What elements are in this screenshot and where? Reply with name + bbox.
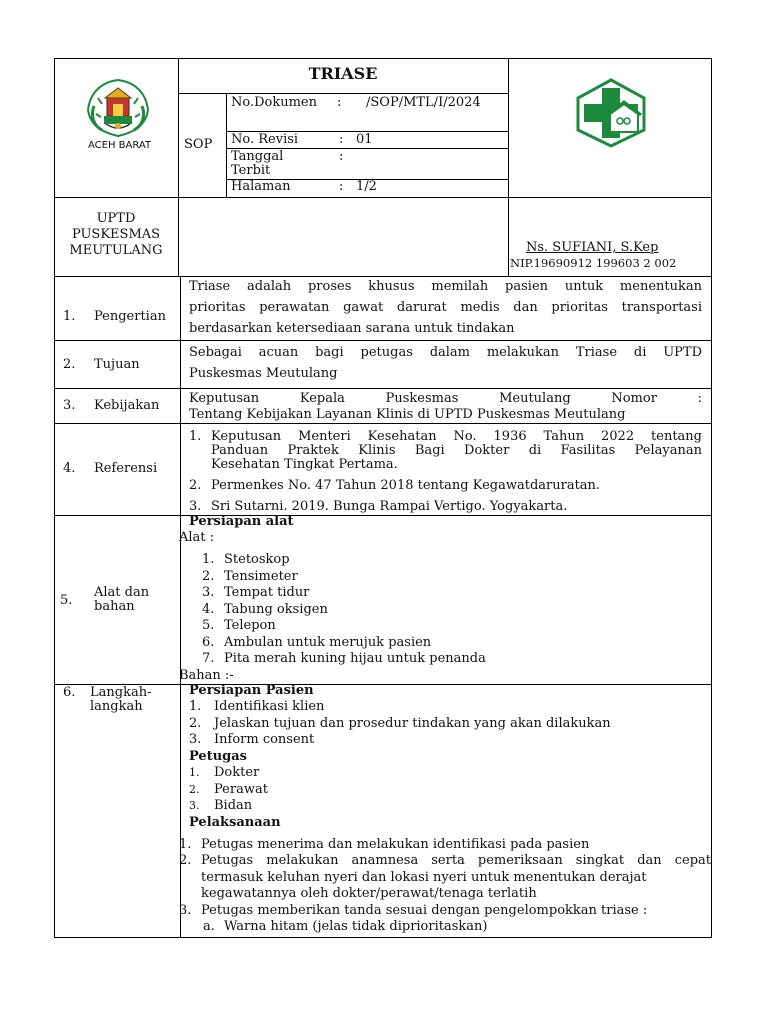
- list-item: Pita merah kuning hijau untuk penanda: [224, 651, 486, 666]
- section-number: 2.: [63, 357, 76, 372]
- field-separator: :: [339, 179, 344, 194]
- section-text-line: Puskesmas Meutulang: [189, 366, 338, 381]
- list-item: Tempat tidur: [224, 585, 310, 600]
- document-title: TRIASE: [308, 64, 378, 83]
- list-item: Stetoskop: [224, 552, 290, 567]
- list-item: Jelaskan tujuan dan prosedur tindakan yang akan dilakukan: [214, 715, 611, 731]
- sub-item-marker: a.: [203, 919, 215, 934]
- section-number: 3.: [63, 398, 76, 413]
- section-text-line: Keputusan Kepala Puskesmas Meutulang Nomor :: [189, 391, 702, 406]
- field-value: 1/2: [356, 179, 377, 194]
- section-label: langkah: [90, 699, 143, 714]
- border-line: [54, 58, 55, 938]
- reference-number: 3.: [189, 499, 202, 514]
- list-item: Inform consent: [214, 732, 315, 747]
- section-number: 4.: [63, 461, 76, 476]
- sop-label: SOP: [184, 137, 213, 152]
- list-item-number: 6.: [202, 634, 215, 650]
- subsection-heading: Petugas: [189, 749, 247, 764]
- org-name-line: MEUTULANG: [69, 243, 163, 258]
- list-item: Identifikasi klien: [214, 699, 325, 714]
- list-item-line: Petugas menerima dan melakukan identifikasi pada pasien: [201, 837, 590, 852]
- subsection-heading: Pelaksanaan: [189, 815, 281, 830]
- subsection-heading: Persiapan Pasien: [189, 683, 314, 698]
- bahan-label: Bahan :-: [179, 668, 234, 683]
- org-name-line: UPTD: [96, 211, 136, 226]
- border-line: [178, 58, 179, 276]
- list-item-number: 3.: [202, 585, 215, 600]
- list-item-number: 5.: [202, 618, 215, 633]
- section-number: 6.: [63, 685, 76, 700]
- field-value: 01: [356, 132, 373, 147]
- field-separator: :: [337, 95, 342, 110]
- list-item-number: 1.: [179, 837, 192, 852]
- border-line: [178, 93, 508, 94]
- list-item-number: 3.: [179, 903, 192, 918]
- list-item-number: 3.: [189, 732, 202, 747]
- list-item: Bidan: [214, 798, 253, 813]
- reference-text-line: Kesehatan Tingkat Pertama.: [211, 457, 398, 472]
- field-label: No. Revisi: [231, 132, 299, 147]
- reference-number: 2.: [189, 478, 202, 493]
- border-line: [54, 684, 712, 685]
- section-text-line: berdasarkan ketersediaan sarana untuk tindakan: [189, 321, 515, 336]
- section-text-line: Triase adalah proses khusus memilah pasien untuk menentukan: [189, 279, 702, 294]
- list-item-number: 7.: [202, 651, 215, 666]
- border-line: [54, 515, 712, 516]
- border-line: [226, 93, 227, 197]
- subsection-heading: Persiapan alat: [189, 514, 294, 529]
- list-item: Telepon: [224, 618, 276, 633]
- field-label: Terbit: [231, 163, 271, 178]
- puskesmas-logo: [574, 78, 648, 148]
- list-item: Tensimeter: [224, 568, 298, 584]
- list-item: Tabung oksigen: [224, 601, 328, 617]
- list-item-number: 2.: [202, 568, 215, 584]
- section-label: Tujuan: [94, 357, 140, 372]
- puskesmas-cross-icon: [574, 78, 648, 148]
- list-item-number: 4.: [202, 601, 215, 617]
- border-line: [54, 340, 712, 341]
- list-item: Perawat: [214, 781, 268, 797]
- list-item-line: kegawatannya oleh dokter/perawat/tenaga terlatih: [201, 886, 537, 901]
- alat-label: Alat :: [179, 530, 215, 545]
- section-text-line: Sebagai acuan bagi petugas dalam melakukan Triase di UPTD: [189, 345, 702, 360]
- border-line: [54, 937, 712, 938]
- field-label: Halaman: [231, 179, 291, 194]
- field-label: Tanggal: [231, 149, 284, 164]
- signer-nip: NIP.19690912 199603 2 002: [510, 256, 677, 270]
- list-item-number: 1.: [202, 552, 215, 567]
- list-item-number: 3.: [189, 799, 200, 812]
- list-item: Ambulan untuk merujuk pasien: [224, 634, 432, 650]
- list-item-number: 1.: [189, 699, 202, 714]
- section-number: 1.: [63, 309, 76, 324]
- list-item-line: Petugas melakukan anamnesa serta pemeriksaan singkat dan cepat: [201, 853, 711, 868]
- reference-text-line: Sri Sutarni. 2019. Bunga Rampai Vertigo. Yogyakarta.: [211, 499, 568, 514]
- list-item-line: Petugas memberikan tanda sesuai dengan pengelompokkan triase :: [201, 903, 648, 918]
- border-line: [54, 58, 712, 59]
- section-text-line: prioritas perawatan gawat darurat medis dan prioritas transportasi: [189, 300, 702, 315]
- reference-number: 1.: [189, 429, 202, 444]
- section-text-line: Tentang Kebijakan Layanan Klinis di UPTD Puskesmas Meutulang: [189, 407, 626, 422]
- list-item-number: 1.: [189, 766, 200, 779]
- signer-name: Ns. SUFIANI, S.Kep: [526, 240, 659, 255]
- field-separator: :: [339, 132, 344, 147]
- field-label: No.Dokumen: [231, 95, 317, 110]
- list-item-line: termasuk keluhan nyeri dan lokasi nyeri untuk menentukan derajat: [201, 869, 647, 885]
- list-item-number: 2.: [179, 853, 192, 868]
- field-separator: :: [339, 149, 344, 164]
- border-line: [711, 58, 712, 938]
- border-line: [54, 197, 712, 198]
- section-label: Kebijakan: [94, 398, 160, 413]
- reference-text-line: Keputusan Menteri Kesehatan No. 1936 Tahun 2022 tentang: [211, 429, 702, 444]
- section-label: Referensi: [94, 461, 158, 476]
- section-label: Alat dan: [94, 585, 150, 600]
- logo-caption: ACEH BARAT: [88, 140, 152, 151]
- border-line: [508, 58, 509, 276]
- section-number: 5.: [60, 593, 73, 608]
- list-item-number: 2.: [189, 782, 200, 796]
- section-label: bahan: [94, 599, 135, 614]
- border-line: [54, 388, 712, 389]
- field-value: /SOP/MTL/I/2024: [366, 95, 481, 110]
- list-item-number: 2.: [189, 715, 202, 731]
- reference-text-line: Permenkes No. 47 Tahun 2018 tentang Kegawatdaruratan.: [211, 478, 601, 493]
- reference-text-line: Panduan Praktek Klinis Bagi Dokter di Fasilitas Pelayanan: [211, 443, 702, 458]
- org-name-line: PUSKESMAS: [71, 227, 161, 242]
- border-line: [54, 423, 712, 424]
- section-label: Langkah-: [90, 685, 152, 700]
- list-item: Dokter: [214, 765, 260, 780]
- sub-item-text: Warna hitam (jelas tidak diprioritaskan): [224, 919, 488, 934]
- section-label: Pengertian: [94, 309, 166, 324]
